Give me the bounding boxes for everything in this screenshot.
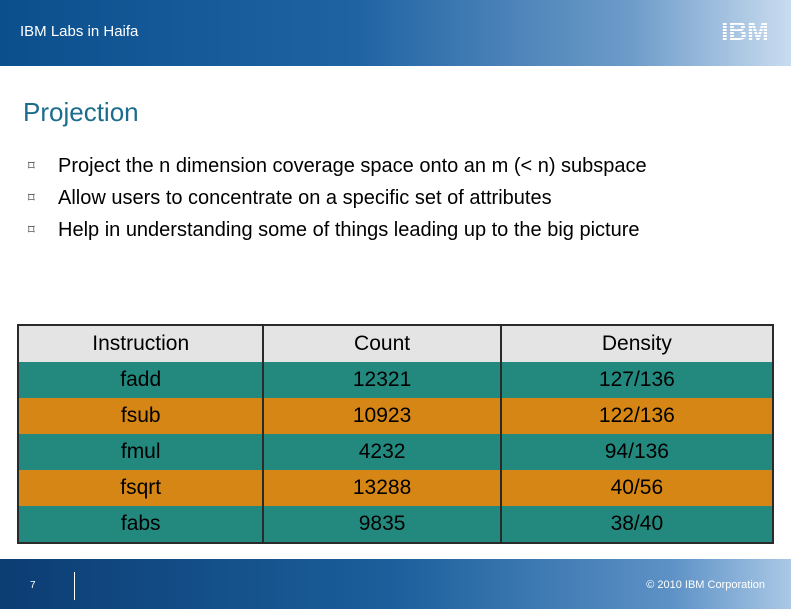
bullet-item — [28, 185, 647, 217]
cell-instruction: fabs — [18, 506, 263, 543]
slide-title: Projection — [23, 97, 139, 127]
cell-instruction: fmul — [18, 434, 263, 470]
cell-density: 94/136 — [501, 434, 773, 470]
bullet-glyph-icon: ⌑ — [28, 158, 35, 173]
table-row — [18, 434, 773, 470]
column-header-density: Density — [501, 325, 773, 362]
cell-instruction: fadd — [18, 362, 263, 398]
column-header-count: Count — [263, 325, 500, 362]
header-title: IBM Labs in Haifa — [20, 23, 139, 40]
table-row — [18, 506, 773, 543]
cell-instruction: fsqrt — [18, 470, 263, 506]
cell-count: 4232 — [263, 434, 500, 470]
cell-count: 13288 — [263, 470, 500, 506]
cell-count: 12321 — [263, 362, 500, 398]
header-bar — [0, 0, 791, 66]
cell-count: 10923 — [263, 398, 500, 434]
cell-density: 127/136 — [501, 362, 773, 398]
bullet-list — [28, 153, 647, 249]
cell-density: 122/136 — [501, 398, 773, 434]
footer-bar — [0, 559, 791, 609]
copyright-text: © 2010 IBM Corporation — [646, 579, 765, 591]
table-row — [18, 362, 773, 398]
bullet-item — [28, 217, 647, 249]
bullet-text: Allow users to concentrate on a specific set of attributes — [58, 187, 552, 209]
cell-density: 40/56 — [501, 470, 773, 506]
table-row — [18, 398, 773, 434]
bullet-glyph-icon: ⌑ — [28, 190, 35, 205]
page-number: 7 — [30, 580, 36, 591]
bullet-text: Project the n dimension coverage space onto an m (< n) subspace — [58, 155, 647, 177]
ibm-logo — [717, 17, 773, 43]
cell-instruction: fsub — [18, 398, 263, 434]
column-header-instruction: Instruction — [18, 325, 263, 362]
cell-density: 38/40 — [501, 506, 773, 543]
instruction-table — [17, 324, 774, 544]
svg-text:IBM: IBM — [721, 17, 769, 43]
bullet-glyph-icon: ⌑ — [28, 222, 35, 237]
table-row — [18, 470, 773, 506]
table-header-row — [18, 325, 773, 362]
bullet-text: Help in understanding some of things leading up to the big picture — [58, 219, 640, 241]
cell-count: 9835 — [263, 506, 500, 543]
footer-divider — [74, 572, 75, 600]
bullet-item — [28, 153, 647, 185]
